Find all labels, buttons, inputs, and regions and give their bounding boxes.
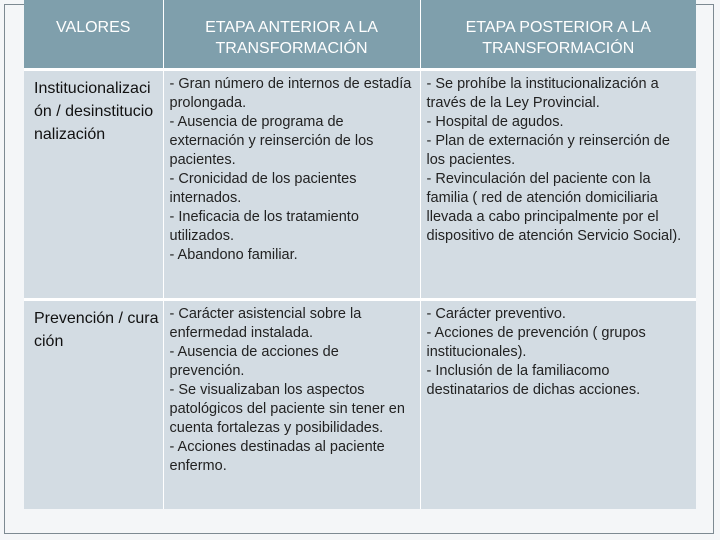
list-item: - Ausencia de acciones de prevención. — [169, 343, 339, 379]
row-value-label: Prevención / curación — [24, 299, 163, 509]
list-item: - Gran número de internos de estadía prolongada. — [169, 75, 412, 111]
list-item: - Abandono familiar. — [169, 246, 298, 263]
list-item: - Carácter preventivo. — [426, 305, 566, 322]
list-item: - Carácter asistencial sobre la enfermedad instalada. — [169, 305, 362, 341]
list-item: - Se prohíbe la institucionalización a través de la Ley Provincial. — [426, 75, 659, 111]
list-item: - Inclusión de la familiacomo destinatarios de dichas acciones. — [426, 362, 641, 398]
after-cell — [420, 69, 696, 299]
list-item: - Plan de externación y reinserción de los pacientes. — [426, 132, 670, 168]
before-cell — [163, 299, 420, 509]
comparison-table — [24, 0, 696, 509]
list-item: - Revinculación del paciente con la familia ( red de atención domiciliaria llevada a cabo principalmente por el dispositivo de atención Servicio Social). — [426, 170, 682, 244]
list-item: - Hospital de agudos. — [426, 113, 564, 130]
header-etapa-anterior: ETAPA ANTERIOR A LA TRANSFORMACIÓN — [163, 0, 420, 69]
table-row — [24, 69, 696, 299]
before-cell — [163, 69, 420, 299]
list-item: - Se visualizaban los aspectos patológicos del paciente sin tener en cuenta fortalezas y posibilidades. — [169, 381, 405, 436]
after-cell — [420, 299, 696, 509]
list-item: - Ineficacia de los tratamiento utilizados. — [169, 208, 359, 244]
list-item: - Cronicidad de los pacientes internados. — [169, 170, 357, 206]
list-item: - Acciones destinadas al paciente enfermo. — [169, 438, 385, 474]
table-header-row — [24, 0, 696, 69]
table-row — [24, 299, 696, 509]
list-item: - Acciones de prevención ( grupos institucionales). — [426, 324, 646, 360]
list-item: - Ausencia de programa de externación y reinserción de los pacientes. — [169, 113, 374, 168]
header-valores: VALORES — [24, 0, 163, 69]
header-etapa-posterior: ETAPA POSTERIOR A LA TRANSFORMACIÓN — [420, 0, 696, 69]
row-value-label: Institucionalización / desinstitucionalización — [24, 69, 163, 299]
